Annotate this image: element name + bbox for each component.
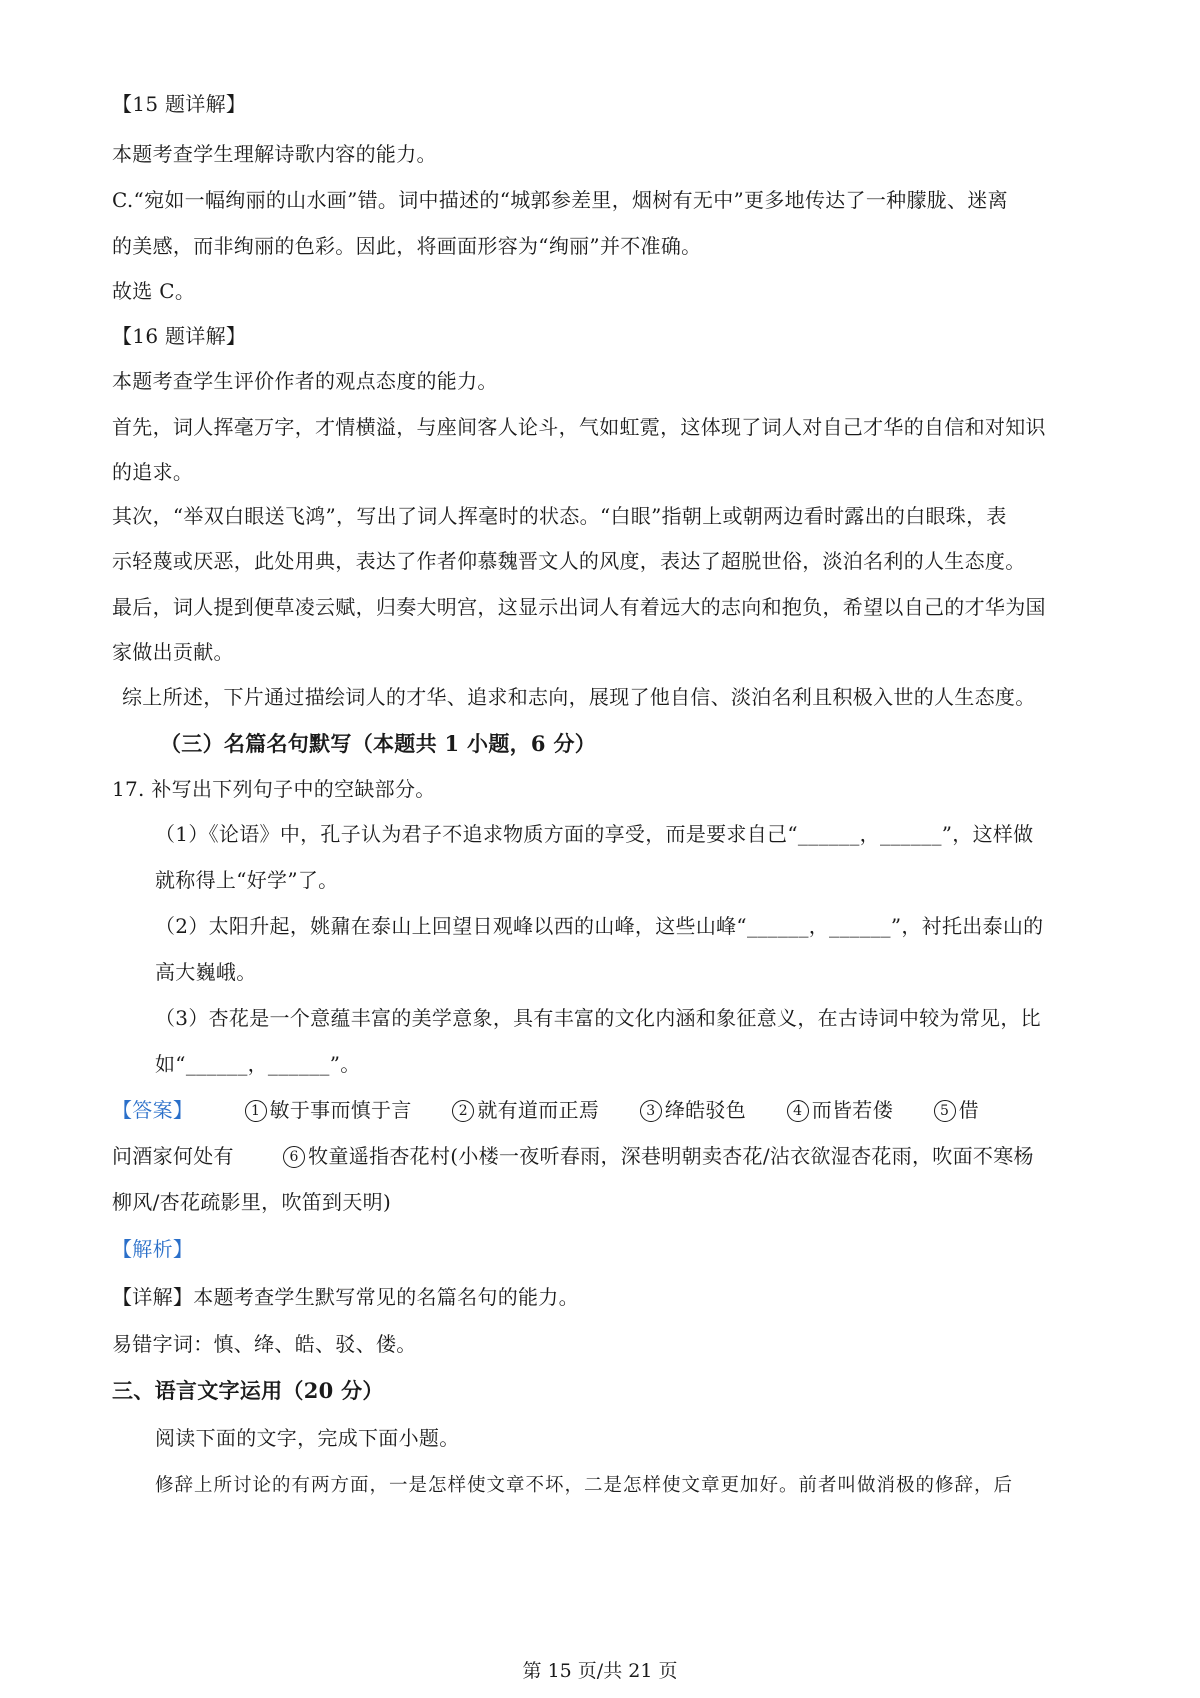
q15-heading: 【15 题详解】	[112, 92, 247, 116]
q17-sentence-3-line-2: 如“______，______”。	[155, 1052, 361, 1076]
q16-p3-line-1: 最后，词人提到便草凌云赋，归奏大明宫，这显示出词人有着远大的志向和抱负，希望以自己的才华为国	[112, 595, 1046, 619]
reading-instruction: 阅读下面的文字，完成下面小题。	[155, 1426, 460, 1450]
q15-intro: 本题考查学生理解诗歌内容的能力。	[112, 142, 437, 166]
q16-p3-line-2: 家做出贡献。	[112, 640, 234, 664]
q16-intro: 本题考查学生评价作者的观点态度的能力。	[112, 369, 498, 393]
circled-number-1: 1	[245, 1100, 267, 1122]
section-3-title: （三）名篇名句默写（本题共 1 小题，6 分）	[160, 731, 597, 756]
analysis-label: 【解析】	[112, 1237, 194, 1261]
answer-item	[452, 1098, 599, 1122]
answer-item	[245, 1098, 412, 1122]
q16-summary: 综上所述，下片通过描绘词人的才华、追求和志向，展现了他自信、淡泊名利且积极入世的人生态度。	[122, 685, 1036, 709]
answer-line-2	[112, 1142, 1034, 1170]
answer-line-3: 柳风/杏花疏影里，吹笛到天明)	[112, 1190, 392, 1214]
answer-text: 就有道而正焉	[477, 1098, 600, 1122]
answer-text: 敏于事而慎于言	[269, 1098, 412, 1122]
answer-item	[934, 1098, 979, 1122]
circled-number-4: 4	[787, 1100, 809, 1122]
answer-text: 而皆若偻	[811, 1098, 893, 1122]
circled-number-2: 2	[452, 1100, 474, 1122]
page-footer: 第 15 页/共 21 页	[522, 1660, 678, 1682]
answer-item	[787, 1098, 893, 1122]
q17-sentence-1-line-2: 就称得上“好学”了。	[155, 868, 339, 892]
q15-conclusion: 故选 C。	[112, 279, 196, 303]
q15-line-2: 的美感，而非绚丽的色彩。因此，将画面形容为“绚丽”并不准确。	[112, 234, 702, 258]
q17-sentence-2-line-1: （2）太阳升起，姚鼐在泰山上回望日观峰以西的山峰，这些山峰“______，______”，衬托出泰山的	[155, 914, 1044, 938]
q15-line-1: C.“宛如一幅绚丽的山水画”错。词中描述的“城郭参差里，烟树有无中”更多地传达了一种朦胧、迷离	[112, 188, 1008, 212]
analysis-detail: 【详解】本题考查学生默写常见的名篇名句的能力。	[112, 1285, 579, 1309]
answer-item	[640, 1098, 746, 1122]
q17-stem: 17. 补写出下列句子中的空缺部分。	[112, 777, 436, 801]
part-3-title: 三、语言文字运用（20 分）	[112, 1378, 384, 1403]
reading-passage-line-1: 修辞上所讨论的有两方面，一是怎样使文章不坏，二是怎样使文章更加好。前者叫做消极的修辞，后	[155, 1475, 1014, 1496]
answer-text: 借	[958, 1098, 979, 1122]
q17-sentence-1-line-1: （1）《论语》中，孔子认为君子不追求物质方面的享受，而是要求自己“______，______”，这样做	[155, 822, 1034, 846]
answer-text: 绛皓驳色	[664, 1098, 747, 1122]
answer-label: 【答案】	[112, 1098, 194, 1122]
q17-sentence-2-line-2: 高大巍峨。	[155, 960, 257, 984]
answer-line-1	[112, 1096, 979, 1124]
q16-p1-line-1: 首先，词人挥毫万字，才情横溢，与座间客人论斗，气如虹霓，这体现了词人对自己才华的自信和对知识	[112, 415, 1046, 439]
q16-p2-line-2: 示轻蔑或厌恶，此处用典，表达了作者仰慕魏晋文人的风度，表达了超脱世俗，淡泊名利的人生态度。	[112, 549, 1026, 573]
circled-number-3: 3	[640, 1100, 662, 1122]
answer-text: 牧童遥指杏花村(小楼一夜听春雨，深巷明朝卖杏花/沾衣欲湿杏花雨，吹面不寒杨	[308, 1144, 1034, 1168]
q16-p1-line-2: 的追求。	[112, 460, 194, 484]
answer-text: 问酒家何处有	[112, 1144, 234, 1168]
analysis-error-words: 易错字词：慎、绛、皓、驳、偻。	[112, 1332, 417, 1356]
q17-sentence-3-line-1: （3）杏花是一个意蕴丰富的美学意象，具有丰富的文化内涵和象征意义，在古诗词中较为常见，比	[155, 1006, 1041, 1030]
q16-p2-line-1: 其次，“举双白眼送飞鸿”，写出了词人挥毫时的状态。“白眼”指朝上或朝两边看时露出的白眼珠，表	[112, 504, 1007, 528]
q16-heading: 【16 题详解】	[112, 324, 247, 348]
circled-number-6: 6	[283, 1146, 305, 1168]
circled-number-5: 5	[934, 1100, 956, 1122]
